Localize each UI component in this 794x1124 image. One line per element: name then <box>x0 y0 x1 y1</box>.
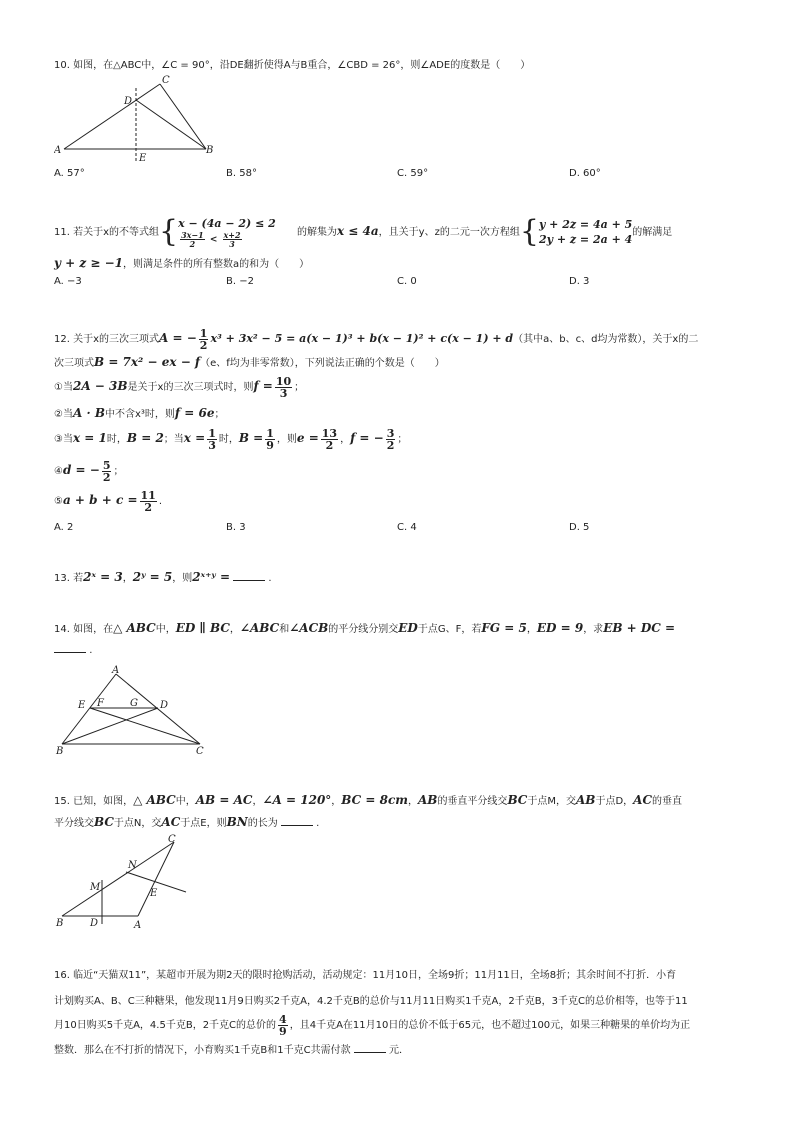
q12-s3-n3: 13 <box>321 426 338 440</box>
q12-s3-m4: B = <box>238 431 264 445</box>
q13-b: ， <box>122 573 133 584</box>
q12-s3-m2: B = 2 <box>126 431 164 445</box>
q12-stem-line2 <box>54 354 445 372</box>
q10-label-E: E <box>139 153 147 164</box>
q11-mid1: 的解集为 <box>296 227 337 238</box>
q10-option-c[interactable]: C. 59° <box>397 168 429 179</box>
q11-solution: x ≤ 4a <box>336 224 379 238</box>
q14-m8: EB + DC = <box>603 621 676 635</box>
q15-l2m2: AC <box>161 815 181 829</box>
q10-figure <box>54 74 224 166</box>
q11-ineq2-num-right: x+2 <box>223 230 241 240</box>
q12-s2-a: ②当 <box>54 409 73 420</box>
q10-label-C: C <box>162 75 170 86</box>
q11-eq1: y + 2z = 4a + 5 <box>538 218 633 231</box>
q16-line4 <box>54 1042 409 1059</box>
q12-s3-m5: e = <box>296 431 319 445</box>
q16-line4-b: 元． <box>388 1045 409 1056</box>
q12-s3-e: ，则 <box>276 434 297 445</box>
q14-m1: △ ABC <box>113 621 156 635</box>
q12-statement-2 <box>54 405 224 423</box>
q15-l2c: 于点E，则 <box>180 818 227 829</box>
q13-end: . <box>268 573 272 584</box>
q12-s1-num: 10 <box>275 374 292 388</box>
q12-intro-b: （其中a、b、c、d均为常数），关于x的二 <box>513 334 699 345</box>
q12-half-num: 1 <box>199 326 208 340</box>
q12-s1-den: 3 <box>279 386 288 400</box>
q12-s5-a: ⑤ <box>54 496 63 507</box>
q15-label-D: D <box>90 918 99 929</box>
q15-label-E: E <box>150 888 158 899</box>
q12-s3-c: ；当 <box>163 434 184 445</box>
q12-option-d[interactable]: D. 5 <box>569 522 590 533</box>
q15-m4: BC = 8cm <box>341 793 408 807</box>
q13-m2: 2ʸ = 5 <box>132 570 173 584</box>
q15-stem-line2 <box>54 814 319 832</box>
q12-s3-d1: 3 <box>208 438 216 452</box>
q12-s2-c: f = 6e <box>174 406 215 420</box>
q15-b: 中， <box>175 796 196 807</box>
q12-statement-5 <box>54 486 162 516</box>
q12-intro-a: 12. 关于x的三次三项式 <box>54 334 159 345</box>
q15-l2d: 的长为 <box>247 818 278 829</box>
q16-line3 <box>54 1012 690 1040</box>
q12-s2-end: ； <box>214 409 225 420</box>
q12-s2-math: A · B <box>72 406 105 420</box>
q12-s3-n1: 1 <box>208 426 216 440</box>
answer-blank[interactable] <box>233 570 265 581</box>
q15-g: 于点M，交 <box>527 796 576 807</box>
q12-s2-b: 中不含x³时，则 <box>104 409 175 420</box>
q12-s1-f: f = <box>253 379 273 393</box>
q15-label-A: A <box>134 920 142 931</box>
q12-A-expr-a: A = − <box>159 331 197 345</box>
q12-option-b[interactable]: B. 3 <box>226 522 246 533</box>
q12-s4-math: d = − <box>62 463 100 477</box>
q15-l2a: 平分线交 <box>54 818 94 829</box>
q15-label-N: N <box>128 860 137 871</box>
q14-figure <box>54 664 214 758</box>
q15-f: 的垂直平分线交 <box>437 796 508 807</box>
q12-s3-f: ， <box>340 434 351 445</box>
q14-end: . <box>89 645 93 656</box>
q14-m7: ED = 9 <box>536 621 584 635</box>
brace-icon: { <box>519 214 539 249</box>
q11-ineq2-num-left: 3x−1 <box>181 230 204 240</box>
q14-h: ，求 <box>583 624 604 635</box>
q11-ineq2 <box>178 231 276 248</box>
q15-l2m1: BC <box>94 815 114 829</box>
q14-label-F: F <box>97 698 104 709</box>
q12-s5-end: . <box>158 496 162 507</box>
q15-m1: △ ABC <box>133 793 176 807</box>
q12-s5-den: 2 <box>144 500 152 514</box>
q14-label-G: G <box>130 698 138 709</box>
q15-l2m3: BN <box>226 815 248 829</box>
q10-stem: 10. 如图，在△ABC中，∠C = 90°，沿DE翻折使得A与B重合，∠CBD = 26°，则∠ADE的度数是（ ） <box>54 60 531 71</box>
q14-m5: ED <box>398 621 418 635</box>
q15-figure <box>54 832 204 932</box>
answer-blank[interactable] <box>354 1042 386 1053</box>
q11-option-a[interactable]: A. −3 <box>54 276 82 287</box>
q12-s1-b: 是关于x的三次三项式时，则 <box>127 382 254 393</box>
q11-ineq1: x − (4a − 2) ≤ 2 <box>178 217 276 230</box>
brace-icon: { <box>159 214 179 249</box>
q15-i: 的垂直 <box>652 796 683 807</box>
q15-a: 15. 已知，如图， <box>54 796 134 807</box>
q11-ineq2-relation: < <box>209 235 218 245</box>
q11-option-b[interactable]: B. −2 <box>226 276 254 287</box>
q14-stem-line1 <box>54 620 675 638</box>
q12-half-den: 2 <box>199 338 208 352</box>
q15-label-M: M <box>90 882 101 893</box>
q11-equation-system <box>539 217 632 247</box>
q16-frac-num: 4 <box>279 1012 287 1026</box>
q11-option-c[interactable]: C. 0 <box>397 276 417 287</box>
q11-prefix: 11. 若关于x的不等式组 <box>54 227 159 238</box>
q12-s3-n2: 1 <box>266 426 274 440</box>
q15-label-C: C <box>168 834 176 845</box>
q12-s1-a: ①当 <box>54 382 73 393</box>
q15-label-B: B <box>56 918 64 929</box>
q14-label-C: C <box>196 746 204 757</box>
q12-s5-num: 11 <box>140 488 156 502</box>
q14-label-E: E <box>78 700 86 711</box>
q11-option-d[interactable]: D. 3 <box>569 276 590 287</box>
q15-m8: AC <box>633 793 653 807</box>
q11-mid2: ，且关于y、z的二元一次方程组 <box>378 227 520 238</box>
q13-a: 13. 若 <box>54 573 84 584</box>
q11-inequality-system <box>178 216 276 248</box>
q12-B-expr: B = 7x² − ex − f <box>94 355 201 369</box>
q12-statement-4 <box>54 456 123 486</box>
q10-option-b[interactable]: B. 58° <box>226 168 257 179</box>
q11-stem-line2 <box>54 255 309 273</box>
q10-label-B: B <box>206 145 214 156</box>
q12-s3-m1: x = 1 <box>72 431 107 445</box>
q12-statement-1 <box>54 372 304 402</box>
q11-ineq2-den-left: 2 <box>189 239 196 249</box>
q12-s4-num: 5 <box>102 458 111 472</box>
q15-e: ， <box>407 796 418 807</box>
q15-stem-line1 <box>54 792 682 810</box>
q14-m6: FG = 5 <box>481 621 527 635</box>
q14-m4: ∠ACB <box>289 621 329 635</box>
q14-m3: ∠ABC <box>239 621 280 635</box>
answer-blank[interactable] <box>54 642 86 653</box>
q12-s3-b: 时， <box>106 434 127 445</box>
q11-ineq2-den-right: 3 <box>229 239 235 249</box>
q12-s4-den: 2 <box>102 470 111 484</box>
q14-label-D: D <box>160 700 169 711</box>
q14-f: 于点G、F，若 <box>417 624 482 635</box>
q11-stem-line1 <box>54 214 672 250</box>
q15-m6: BC <box>507 793 528 807</box>
q16-line3-b: ，且4千克A在11月10日的总价不低于65元，也不超过100元，如果三种糖果的单价均为正 <box>289 1020 691 1031</box>
q15-d: ， <box>331 796 342 807</box>
q11-question: ，则满足条件的所有整数a的和为（ ） <box>123 259 310 270</box>
q14-g: ， <box>526 624 537 635</box>
q10-option-a[interactable]: A. 57° <box>54 168 85 179</box>
answer-blank[interactable] <box>281 815 313 826</box>
q12-s3-d2: 9 <box>266 438 274 452</box>
q11-eq2: 2y + z = 2a + 4 <box>538 233 633 246</box>
q13-m3: 2ˣ⁺ʸ = <box>192 570 231 584</box>
q12-s5-math: a + b + c = <box>62 493 138 507</box>
q12-line2-b: （e、f均为非零常数），下列说法正确的个数是（ ） <box>200 358 445 369</box>
q12-s3-d: 时， <box>218 434 239 445</box>
q14-c: ， <box>229 624 240 635</box>
q15-end: . <box>316 818 320 829</box>
q16-line1: 16. 临近“天猫双11”，某超市开展为期2天的限时抢购活动，活动规定：11月10日，全场9折；11月11日，全场8折；其余时间不打折．小育 <box>54 970 677 981</box>
q12-s4-a: ④ <box>54 466 63 477</box>
q14-e: 的平分线分别交 <box>328 624 399 635</box>
q13-c: ，则 <box>172 573 193 584</box>
q10-label-D: D <box>124 96 133 107</box>
q15-m2: AB = AC <box>195 793 253 807</box>
q16-line4-a: 整数．那么在不打折的情况下，小育购买1千克B和1千克C共需付款 <box>54 1045 351 1056</box>
q12-s3-n4: 3 <box>386 426 395 440</box>
q12-statement-3 <box>54 424 407 454</box>
q12-s3-a: ③当 <box>54 434 73 445</box>
q14-stem-line2 <box>54 642 92 659</box>
q14-label-B: B <box>56 746 64 757</box>
q12-s3-m6: f = − <box>350 431 384 445</box>
q15-l2b: 于点N，交 <box>113 818 162 829</box>
q12-s4-end: ； <box>113 466 124 477</box>
q12-s3-m3: x = <box>183 431 206 445</box>
q12-line2-a: 次三项式 <box>54 358 94 369</box>
q12-s3-d3: 2 <box>325 438 334 452</box>
q12-option-c[interactable]: C. 4 <box>397 522 417 533</box>
q10-label-A: A <box>54 145 62 156</box>
q15-h: 于点D， <box>595 796 634 807</box>
q15-c: ， <box>252 796 263 807</box>
q12-s3-end: ； <box>397 434 408 445</box>
q13-stem <box>54 569 272 587</box>
q16-line2: 计划购买A、B、C三种糖果，他发现11月9日购买2千克A，4.2千克B的总价与11月11日购买1千克A，2千克B，3千克C的总价相等，也等于11 <box>54 996 688 1007</box>
q12-s1-end: ； <box>294 382 305 393</box>
q16-line3-a: 月10日购买5千克A，4.5千克B，2千克C的总价的 <box>54 1020 277 1031</box>
q14-a: 14. 如图，在 <box>54 624 114 635</box>
q16-frac-den: 9 <box>279 1024 287 1038</box>
q14-b: 中， <box>155 624 176 635</box>
q12-A-expr-b: x³ + 3x² − 5 = a(x − 1)³ + b(x − 1)² + c(x − 1) + d <box>210 332 514 345</box>
q15-m3: ∠A = 120° <box>262 793 332 807</box>
q10-option-d[interactable]: D. 60° <box>569 168 601 179</box>
q15-m7: AB <box>576 793 596 807</box>
q14-m2: ED ∥ BC <box>175 621 230 635</box>
q14-label-A: A <box>112 665 120 676</box>
q11-condition: y + z ≥ −1 <box>54 256 124 270</box>
q11-suffix: 的解满足 <box>632 227 673 238</box>
q12-stem-line1 <box>54 325 698 353</box>
q14-d: 和 <box>279 624 290 635</box>
q12-s3-d4: 2 <box>386 438 395 452</box>
q12-option-a[interactable]: A. 2 <box>54 522 74 533</box>
q15-m5: AB <box>417 793 438 807</box>
q12-s1-math: 2A − 3B <box>72 379 128 393</box>
q13-m1: 2ˣ = 3 <box>83 570 123 584</box>
